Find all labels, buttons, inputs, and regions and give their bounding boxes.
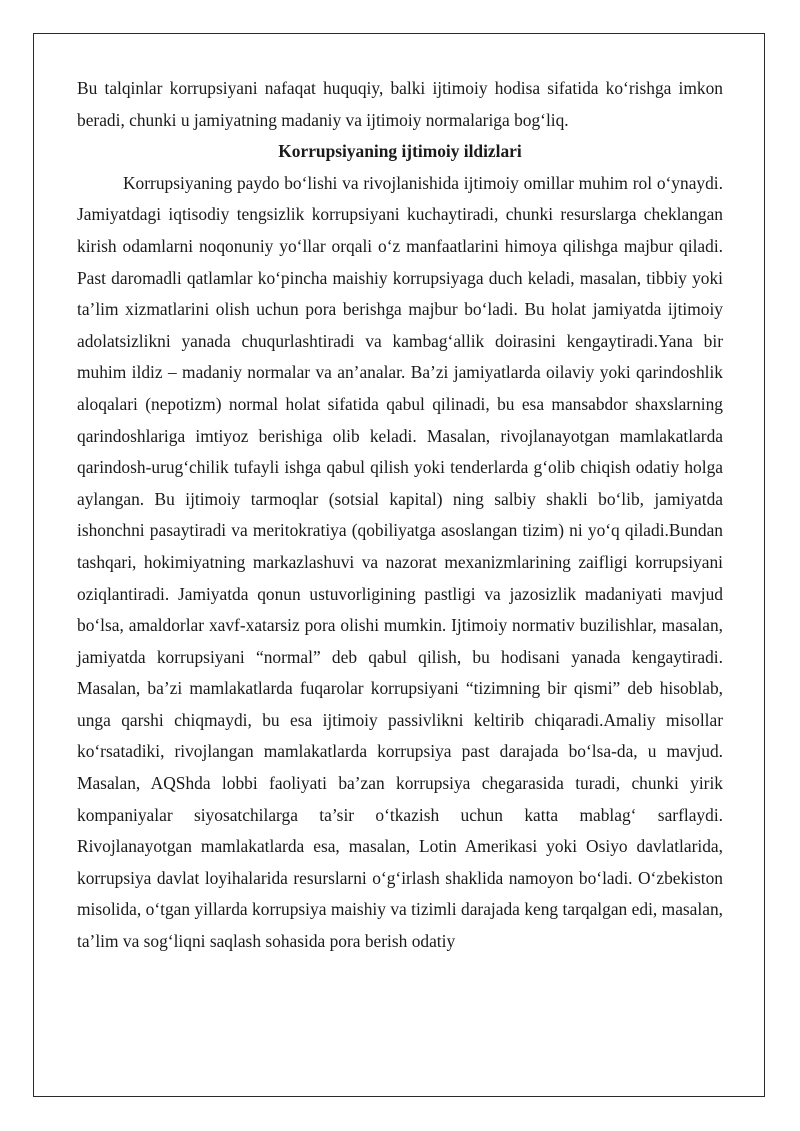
intro-paragraph: Bu talqinlar korrupsiyani nafaqat huquqiy, balki ijtimoiy hodisa sifatida ko‘rishga imkon beradi, chunki u jamiyatning madaniy va ijtimoiy normalariga bog‘liq. <box>77 78 723 130</box>
section-heading: Korrupsiyaning ijtimoiy ildizlari <box>278 141 522 162</box>
document-body <box>77 73 723 958</box>
body-paragraph: Korrupsiyaning paydo bo‘lishi va rivojlanishida ijtimoiy omillar muhim rol o‘ynaydi. Jamiyatdagi iqtisodiy tengsizlik korrupsiyani kuchaytiradi, chunki resurslarga cheklangan kirish odamlarni noqonuniy yo‘llar orqali o‘z manfaatlarini himoya qilishga majbur qiladi. Past daromadli qatlamlar ko‘pincha maishiy korrupsiyaga duch keladi, masalan, tibbiy yoki ta’lim xizmatlarini olish uchun pora berishga majbur bo‘ladi. Bu holat jamiyatda ijtimoiy adolatsizlikni yanada chuqurlashtiradi va kambag‘allik doirasini kengaytiradi.Yana bir muhim ildiz – madaniy normalar va an’analar. Ba’zi jamiyatlarda oilaviy yoki qarindoshlik aloqalari (nepotizm) normal holat sifatida qabul qilinadi, bu esa mansabdor shaxslarning qarindoshlariga imtiyoz berishiga olib keladi. Masalan, rivojlanayotgan mamlakatlarda qarindosh-urug‘chilik tufayli ishga qabul qilish yoki tenderlarda g‘olib chiqish odatiy holga aylangan. Bu ijtimoiy tarmoqlar (sotsial kapital) ning salbiy shakli bo‘lib, jamiyatda ishonchni pasaytiradi va meritokratiya (qobiliyatga asoslangan tizim) ni yo‘q qiladi.Bundan tashqari, hokimiyatning markazlashuvi va nazorat mexanizmlarining zaifligi korrupsiyani oziqlantiradi. Jamiyatda qonun ustuvorligining pastligi va jazosizlik madaniyati mavjud bo‘lsa, amaldorlar xavf-xatarsiz pora olishi mumkin. Ijtimoiy normativ buzilishlar, masalan, jamiyatda korrupsiyani “normal” deb qabul qilish, bu hodisani yanada kengaytiradi. Masalan, ba’zi mamlakatlarda fuqarolar korrupsiyani “tizimning bir qismi” deb hisoblab, unga qarshi chiqmaydi, bu esa ijtimoiy passivlikni keltirib chiqaradi.Amaliy misollar ko‘rsatadiki, rivojlangan mamlakatlarda korrupsiya past darajada bo‘lsa-da, u mavjud. Masalan, AQShda lobbi faoliyati ba’zan korrupsiya chegarasida turadi, chunki yirik kompaniyalar siyosatchilarga ta’sir o‘tkazish uchun katta mablag‘ sarflaydi. Rivojlanayotgan mamlakatlarda esa, masalan, Lotin Amerikasi yoki Osiyo davlatlarida, korrupsiya davlat loyihalarida resurslarni o‘g‘irlash shaklida namoyon bo‘ladi. O‘zbekiston misolida, o‘tgan yillarda korrupsiya maishiy va tizimli darajada keng tarqalgan edi, masalan, ta’lim va sog‘liqni saqlash sohasida pora berish odatiy <box>77 172 723 952</box>
